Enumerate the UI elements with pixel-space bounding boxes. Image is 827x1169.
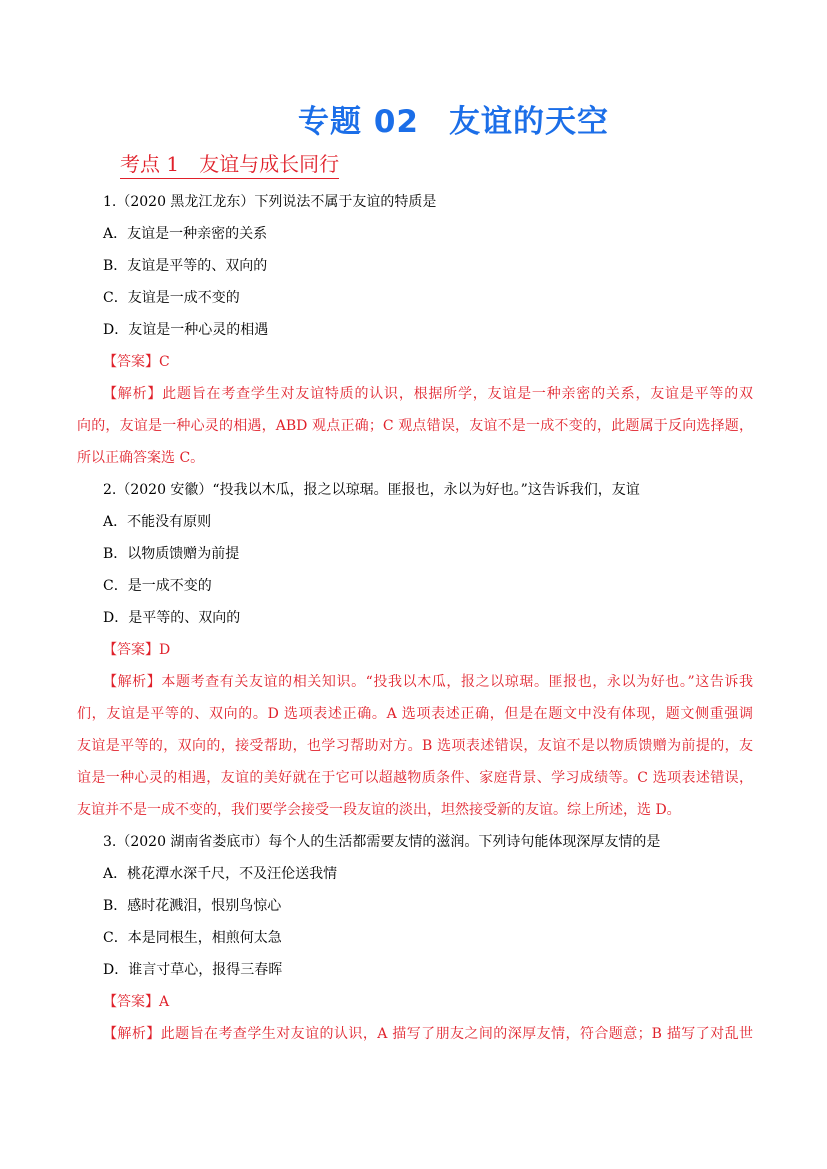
explanation-line: 向的，友谊是一种心灵的相遇，ABD 观点正确；C 观点错误，友谊不是一成不变的，此题属于反向选择题， bbox=[77, 418, 753, 434]
explanation-line: 友谊并不是一成不变的，我们要学会接受一段友谊的淡出，坦然接受新的友谊。综上所述，选 D。 bbox=[77, 802, 681, 818]
question-3 bbox=[77, 826, 753, 1050]
question-stem: 1.（2020 黑龙江龙东）下列说法不属于友谊的特质是 bbox=[103, 194, 437, 210]
question-2 bbox=[77, 474, 753, 826]
answer: 【答案】C bbox=[103, 354, 170, 370]
explanation-line: 们，友谊是平等的、双向的。D 选项表述正确。A 选项表述正确，但是在题文中没有体现，题文侧重强调 bbox=[77, 706, 753, 722]
option-d: D．友谊是一种心灵的相遇 bbox=[103, 322, 269, 338]
question-1 bbox=[77, 186, 753, 474]
question-stem: 2.（2020 安徽）“投我以木瓜，报之以琼琚。匪报也，永以为好也。”这告诉我们，友谊 bbox=[103, 482, 640, 498]
option-c: C．是一成不变的 bbox=[103, 578, 212, 594]
question-list bbox=[77, 186, 753, 1050]
section-heading bbox=[120, 150, 339, 179]
section-name: 友谊与成长同行 bbox=[199, 152, 340, 176]
title-prefix: 专题 02 bbox=[298, 104, 419, 140]
title-main: 友谊的天空 bbox=[448, 104, 609, 140]
option-a: A．桃花潭水深千尺，不及汪伦送我情 bbox=[103, 866, 338, 882]
page-title bbox=[0, 100, 827, 144]
explanation-line: 友谊是平等的，双向的，接受帮助，也学习帮助对方。B 选项表述错误，友谊不是以物质馈赠为前提的，友 bbox=[77, 738, 753, 754]
explanation-line: 【解析】此题旨在考查学生对友谊的认识，A 描写了朋友之间的深厚友情，符合题意；B 描写了对乱世 bbox=[103, 1026, 753, 1042]
option-b: B．以物质馈赠为前提 bbox=[103, 546, 240, 562]
option-c: C．本是同根生，相煎何太急 bbox=[103, 930, 282, 946]
explanation-line: 【解析】此题旨在考查学生对友谊特质的认识，根据所学，友谊是一种亲密的关系，友谊是平等的双 bbox=[103, 386, 753, 402]
answer: 【答案】D bbox=[103, 642, 171, 658]
option-a: A．友谊是一种亲密的关系 bbox=[103, 226, 268, 242]
option-b: B．友谊是平等的、双向的 bbox=[103, 258, 268, 274]
option-c: C．友谊是一成不变的 bbox=[103, 290, 240, 306]
explanation-line: 【解析】本题考查有关友谊的相关知识。“投我以木瓜，报之以琼琚。匪报也，永以为好也。”这告诉我 bbox=[103, 674, 753, 690]
option-a: A．不能没有原则 bbox=[103, 514, 212, 530]
explanation-line: 谊是一种心灵的相遇，友谊的美好就在于它可以超越物质条件、家庭背景、学习成绩等。C 选项表述错误， bbox=[77, 770, 753, 786]
answer: 【答案】A bbox=[103, 994, 170, 1010]
option-b: B．感时花溅泪，恨别鸟惊心 bbox=[103, 898, 282, 914]
option-d: D．是平等的、双向的 bbox=[103, 610, 241, 626]
question-stem: 3.（2020 湖南省娄底市）每个人的生活都需要友情的滋润。下列诗句能体现深厚友情的是 bbox=[103, 834, 661, 850]
explanation-line: 所以正确答案选 C。 bbox=[77, 450, 205, 466]
section-label: 考点 1 bbox=[120, 152, 180, 176]
option-d: D．谁言寸草心，报得三春晖 bbox=[103, 962, 283, 978]
